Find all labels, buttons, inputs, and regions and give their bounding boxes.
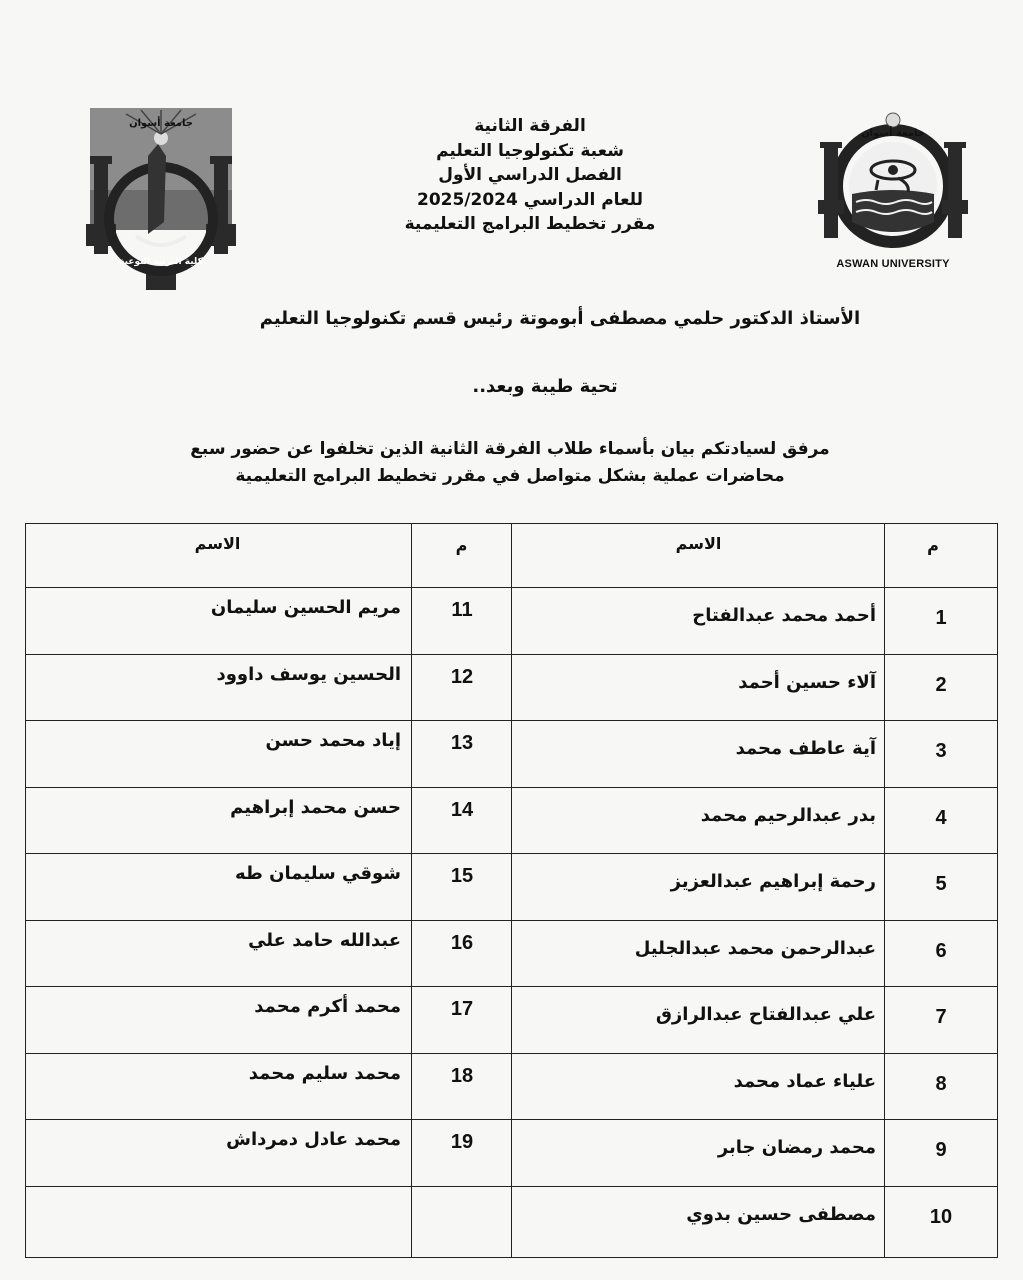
- letter-intro-line-1: مرفق لسيادتكم بيان بأسماء طلاب الفرقة الثانية الذين تخلفوا عن حضور سبع: [190, 439, 830, 459]
- table-row-divider: [26, 920, 997, 921]
- row-number: 4: [935, 806, 947, 829]
- table-divider: [511, 524, 512, 1257]
- row-number: 6: [935, 939, 947, 962]
- row-number: 17: [450, 998, 474, 1020]
- student-name: محمد سليم محمد: [248, 1062, 401, 1084]
- row-number: 5: [935, 873, 947, 895]
- aswan-logo-arc-text: جامعة أسوان: [861, 128, 925, 139]
- student-name: بدر عبدالرحيم محمد: [700, 804, 876, 826]
- header-course: مقرر تخطيط البرامج التعليمية: [404, 214, 656, 234]
- student-name: إياد محمد حسن: [265, 730, 401, 751]
- row-number: 8: [935, 1072, 947, 1095]
- student-name: علي عبدالفتاح عبدالرازق: [655, 1004, 876, 1025]
- student-name: الحسين يوسف داوود: [216, 663, 401, 685]
- table-row-divider: [26, 986, 997, 987]
- table-row-divider: [26, 587, 997, 588]
- table-row-divider: [26, 654, 997, 655]
- student-name: آلاء حسين أحمد: [738, 671, 876, 693]
- table-row-divider: [26, 720, 997, 721]
- row-number: 10: [929, 1205, 953, 1228]
- table-divider: [884, 524, 885, 1257]
- header-name-left: الاسم: [194, 534, 241, 553]
- student-name: علياء عماد محمد: [733, 1070, 876, 1092]
- table-row-divider: [26, 1119, 997, 1120]
- row-number: 2: [935, 673, 947, 696]
- header-division: شعبة تكنولوجيا التعليم: [436, 140, 624, 161]
- aswan-university-name: ASWAN UNIVERSITY: [836, 258, 950, 270]
- students-table: [25, 523, 998, 1258]
- letter-intro-line-2: محاضرات عملية بشكل متواصل في مقرر تخطيط البرامج التعليمية: [235, 466, 785, 486]
- faculty-logo-arc-text: جامعة أسوان: [129, 118, 193, 129]
- faculty-logo: [86, 104, 236, 290]
- letter-intro: [150, 436, 870, 490]
- header-num-left: م: [455, 536, 468, 555]
- student-name: حسن محمد إبراهيم: [230, 796, 401, 818]
- document-header: [380, 114, 680, 237]
- row-number: 9: [935, 1139, 947, 1161]
- row-number: 16: [450, 931, 474, 954]
- student-name: رحمة إبراهيم عبدالعزيز: [670, 871, 876, 892]
- faculty-logo-label: كلية التربية النوعية: [119, 257, 203, 267]
- student-name: عبدالرحمن محمد عبدالجليل: [634, 937, 876, 959]
- row-number: 12: [450, 665, 474, 688]
- row-number: 3: [935, 740, 947, 762]
- header-name-right: الاسم: [675, 534, 722, 553]
- row-number: 18: [450, 1064, 474, 1087]
- student-name: أحمد محمد عبدالفتاح: [692, 605, 876, 626]
- row-number: 13: [450, 732, 474, 754]
- student-name: مريم الحسين سليمان: [210, 597, 401, 618]
- letter-greeting: تحية طيبة وبعد..: [472, 376, 618, 397]
- row-number: 19: [450, 1131, 474, 1153]
- student-name: عبدالله حامد علي: [248, 929, 401, 951]
- student-name: محمد أكرم محمد: [254, 996, 401, 1017]
- table-row-divider: [26, 1053, 997, 1054]
- header-num-right: م: [927, 536, 939, 555]
- row-number: 11: [451, 599, 473, 621]
- row-number: 15: [450, 865, 474, 887]
- student-name: محمد عادل دمرداش: [226, 1129, 401, 1150]
- student-name: محمد رمضان جابر: [717, 1137, 876, 1158]
- header-year-level: الفرقة الثانية: [474, 116, 586, 136]
- row-number: 14: [450, 798, 474, 821]
- student-name: شوقي سليمان طه: [235, 863, 401, 884]
- table-divider: [411, 524, 412, 1257]
- letter-addressee: الأستاذ الدكتور حلمي مصطفى أبوموتة رئيس قسم تكنولوجيا التعليم: [259, 308, 861, 329]
- table-row-divider: [26, 853, 997, 854]
- student-name: آية عاطف محمد: [735, 738, 876, 759]
- table-row-divider: [26, 787, 997, 788]
- aswan-university-logo: [818, 104, 968, 276]
- table-row-divider: [26, 1186, 997, 1187]
- header-academic-year: للعام الدراسي 2025/2024: [416, 189, 643, 210]
- row-number: 1: [935, 607, 947, 629]
- student-name: مصطفى حسين بدوي: [686, 1203, 876, 1225]
- header-semester: الفصل الدراسي الأول: [438, 165, 622, 185]
- row-number: 7: [935, 1006, 947, 1028]
